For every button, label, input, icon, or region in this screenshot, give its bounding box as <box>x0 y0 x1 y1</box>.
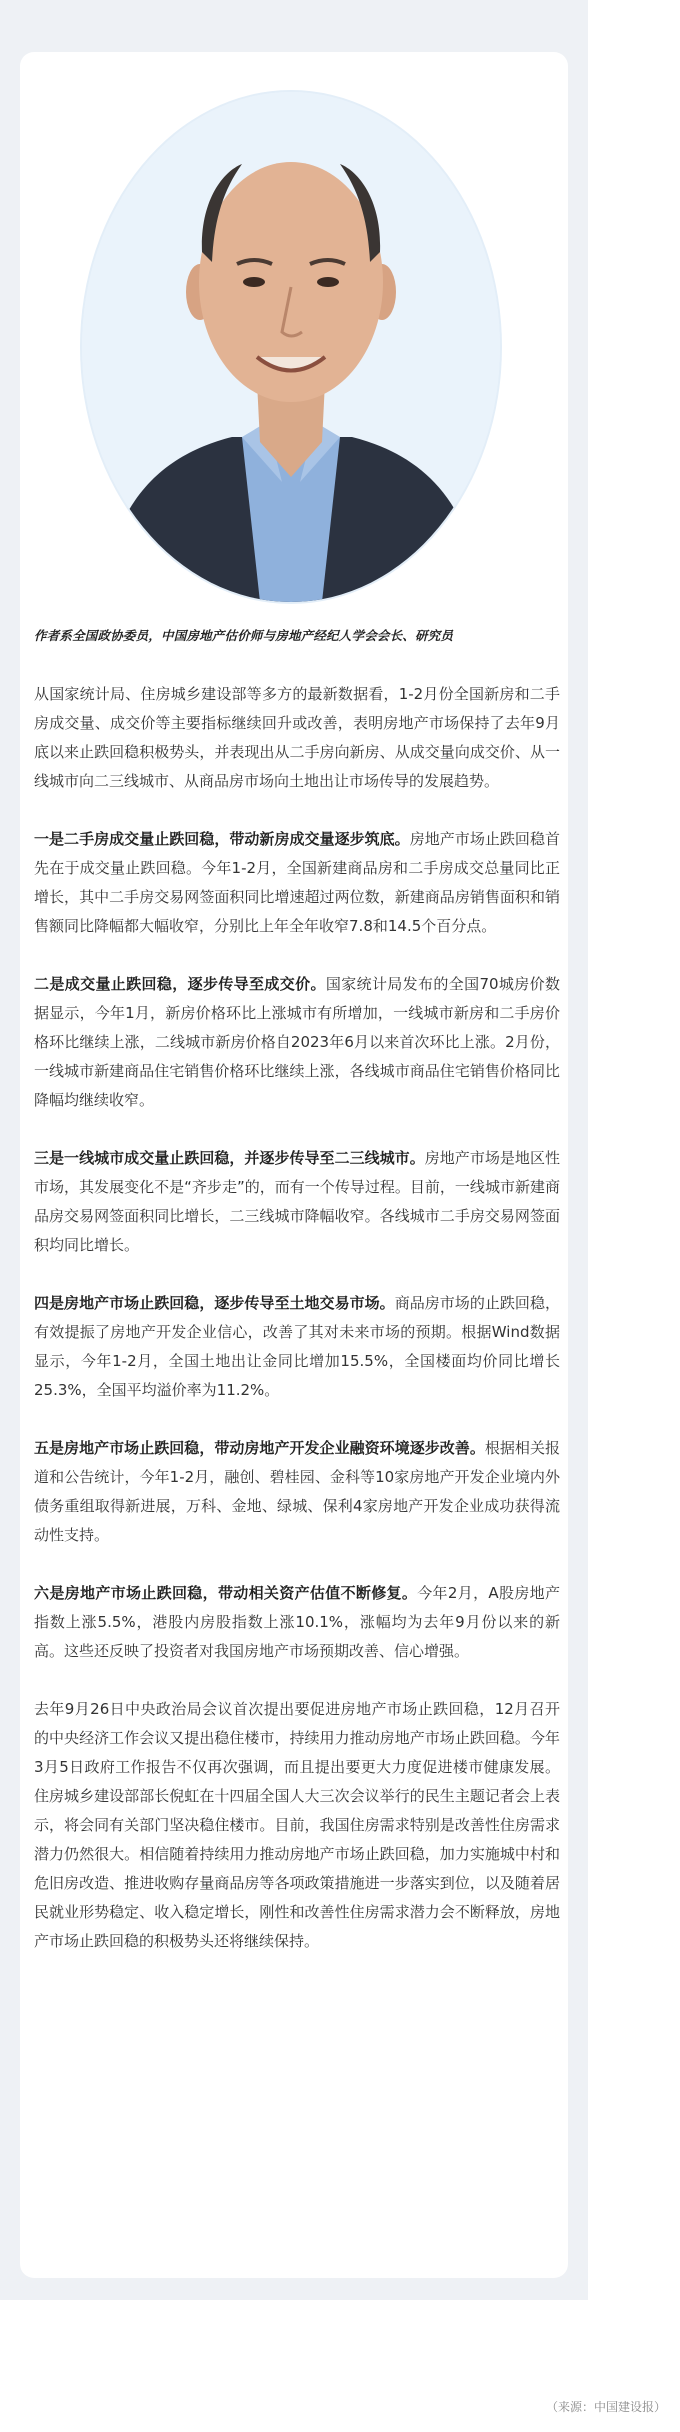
paragraph-text: 房地产市场止跌回稳首先在于成交量止跌回稳。今年1-2月，全国新建商品房和二手房成交总量同比正增长，其中二手房交易网签面积同比增速超过两位数，新建商品房销售面积和销售额同比降幅都大幅收窄，分别比上年全年收窄7.8和14.5个百分点。 <box>34 830 560 935</box>
article-body <box>34 680 560 1985</box>
paragraph <box>34 1289 560 1405</box>
paragraph-text: 根据相关报道和公告统计，今年1-2月，融创、碧桂园、金科等10家房地产开发企业境内外债务重组取得新进展，万科、金地、绿城、保利4家房地产开发企业成功获得流动性支持。 <box>34 1439 560 1544</box>
paragraph-lead: 三是一线城市成交量止跌回稳，并逐步传导至二三线城市。 <box>34 1149 425 1167</box>
paragraph-text: 国家统计局发布的全国70城房价数据显示，今年1月，新房价格环比上涨城市有所增加，一线城市新房和二手房价格环比继续上涨，二线城市新房价格自2023年6月以来首次环比上涨。2月份，一线城市新建商品住宅销售价格环比继续上涨，各线城市商品住宅销售价格同比降幅均继续收窄。 <box>34 975 560 1109</box>
paragraph-text: 去年9月26日中央政治局会议首次提出要促进房地产市场止跌回稳，12月召开的中央经济工作会议又提出稳住楼市，持续用力推动房地产市场止跌回稳。今年3月5日政府工作报告不仅再次强调，而且提出要更大力度促进楼市健康发展。住房城乡建设部部长倪虹在十四届全国人大三次会议举行的民生主题记者会上表示，将会同有关部门坚决稳住楼市。目前，我国住房需求特别是改善性住房需求潜力仍然很大。相信随着持续用力推动房地产市场止跌回稳，加力实施城中村和危旧房改造、推进收购存量商品房等各项政策措施进一步落实到位，以及随着居民就业形势稳定、收入稳定增长，刚性和改善性住房需求潜力会不断释放，房地产市场止跌回稳的积极势头还将继续保持。 <box>34 1700 560 1950</box>
paragraph-lead: 二是成交量止跌回稳，逐步传导至成交价。 <box>34 975 326 993</box>
paragraph-text: 今年2月，A股房地产指数上涨5.5%，港股内房股指数上涨10.1%，涨幅均为去年9月份以来的新高。这些还反映了投资者对我国房地产市场预期改善、信心增强。 <box>34 1584 560 1660</box>
portrait-image <box>82 92 500 602</box>
source-note: （来源：中国建设报） <box>545 2400 666 2414</box>
paragraph <box>34 1144 560 1260</box>
paragraph <box>34 1695 560 1956</box>
paragraph <box>34 1579 560 1666</box>
paragraph-lead: 四是房地产市场止跌回稳，逐步传导至土地交易市场。 <box>34 1294 395 1312</box>
paragraph <box>34 970 560 1115</box>
paragraph-lead: 五是房地产市场止跌回稳，带动房地产开发企业融资环境逐步改善。 <box>34 1439 485 1457</box>
paragraph-lead: 一是二手房成交量止跌回稳，带动新房成交量逐步筑底。 <box>34 830 410 848</box>
paragraph-lead: 六是房地产市场止跌回稳，带动相关资产估值不断修复。 <box>34 1584 418 1602</box>
paragraph <box>34 680 560 796</box>
article-card <box>20 52 568 2278</box>
paragraph-text: 从国家统计局、住房城乡建设部等多方的最新数据看，1-2月份全国新房和二手房成交量、成交价等主要指标继续回升或改善，表明房地产市场保持了去年9月底以来止跌回稳积极势头，并表现出从二手房向新房、从成交量向成交价、从一线城市向二三线城市、从商品房市场向土地出让市场传导的发展趋势。 <box>34 685 560 790</box>
paragraph-text: 商品房市场的止跌回稳，有效提振了房地产开发企业信心，改善了其对未来市场的预期。根据Wind数据显示，今年1-2月，全国土地出让金同比增加15.5%，全国楼面均价同比增长25.3%，全国平均溢价率为11.2%。 <box>34 1294 560 1399</box>
author-caption: 作者系全国政协委员，中国房地产估价师与房地产经纪人学会会长、研究员 <box>34 628 454 643</box>
paragraph-text: 房地产市场是地区性市场，其发展变化不是“齐步走”的，而有一个传导过程。目前，一线城市新建商品房交易网签面积同比增长，二三线城市降幅收窄。各线城市二手房交易网签面积均同比增长。 <box>34 1149 560 1254</box>
author-portrait <box>82 92 500 602</box>
paragraph <box>34 1434 560 1550</box>
paragraph <box>34 825 560 941</box>
